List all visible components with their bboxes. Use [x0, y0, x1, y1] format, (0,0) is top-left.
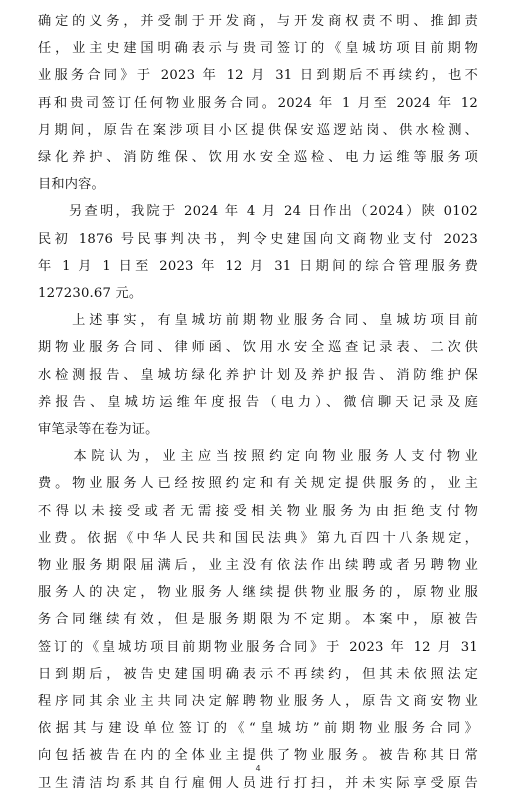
text-line: 民初 1876 号民事判决书，判令史建国向文商物业支付 2023 [38, 231, 478, 247]
text-line: 向包括被告在内的全体业主提供了物业服务。被告称其日常 [38, 748, 478, 764]
text-line: 目和内容。 [38, 177, 105, 193]
text-line: 程序同其余业主共同决定解聘物业服务人，原告文商安物业 [38, 694, 478, 710]
text-line: 127230.67 元。 [38, 286, 143, 302]
text-line: 水检测报告、皇城坊绿化养护计划及养护报告、消防维护保 [38, 367, 478, 383]
text-line: 任，业主史建国明确表示与贵司签订的《皇城坊项目前期物 [38, 41, 478, 57]
paragraph-text [38, 8, 478, 797]
text-line: 不得以未接受或者无需接受相关物业服务为由拒绝支付物 [38, 503, 478, 519]
text-line: 业费。依据《中华人民共和国民法典》第九百四十八条规定， [38, 530, 478, 546]
text-line: 费。物业服务人已经按照约定和有关规定提供服务的，业主 [38, 476, 478, 492]
text-line: 服务人的决定，物业服务人继续提供物业服务的，原物业服 [38, 585, 478, 601]
text-line: 卫生清洁均系其自行雇佣人员进行打扫，并未实际享受原告 [38, 775, 478, 791]
text-line: 月期间，原告在案涉项目小区提供保安巡逻站岗、供水检测、 [38, 122, 478, 138]
text-line: 务合同继续有效，但是服务期限为不定期。本案中，原被告 [38, 612, 478, 628]
text-line: 期物业服务合同、律师函、饮用水安全巡查记录表、二次供 [38, 340, 478, 356]
text-line: 绿化养护、消防维保、饮用水安全巡检、电力运维等服务项 [38, 150, 478, 166]
text-line: 审笔录等在卷为证。 [38, 422, 159, 438]
text-line: 再和贵司签订任何物业服务合同。2024 年 1 月至 2024 年 12 [38, 95, 478, 111]
text-line: 依据其与建设单位签订的《“皇城坊”前期物业服务合同》 [38, 721, 478, 737]
text-line: 养报告、皇城坊运维年度报告（电力）、微信聊天记录及庭 [38, 394, 478, 410]
text-line: 本院认为，业主应当按照约定向物业服务人支付物业 [38, 449, 478, 465]
page-number: 4 [255, 764, 261, 773]
text-line: 另查明，我院于 2024 年 4 月 24 日作出（2024）陕 0102 [38, 204, 478, 220]
text-line: 签订的《皇城坊项目前期物业服务合同》于 2023 年 12 月 31 [38, 639, 478, 655]
text-line: 确定的义务，并受制于开发商，与开发商权责不明、推卸责 [38, 14, 478, 29]
text-line: 年 1 月 1 日至 2023 年 12 月 31 日期间的综合管理服务费 [38, 258, 478, 274]
text-line: 业服务合同》于 2023 年 12 月 31 日到期后不再续约，也不 [38, 68, 478, 84]
text-line: 物业服务期限届满后，业主没有依法作出续聘或者另聘物业 [38, 558, 478, 574]
body-text [38, 8, 478, 797]
text-line: 上述事实，有皇城坊前期物业服务合同、皇城坊项目前 [38, 313, 478, 329]
text-line: 日到期后，被告史建国明确表示不再续约，但其未依照法定 [38, 666, 478, 682]
